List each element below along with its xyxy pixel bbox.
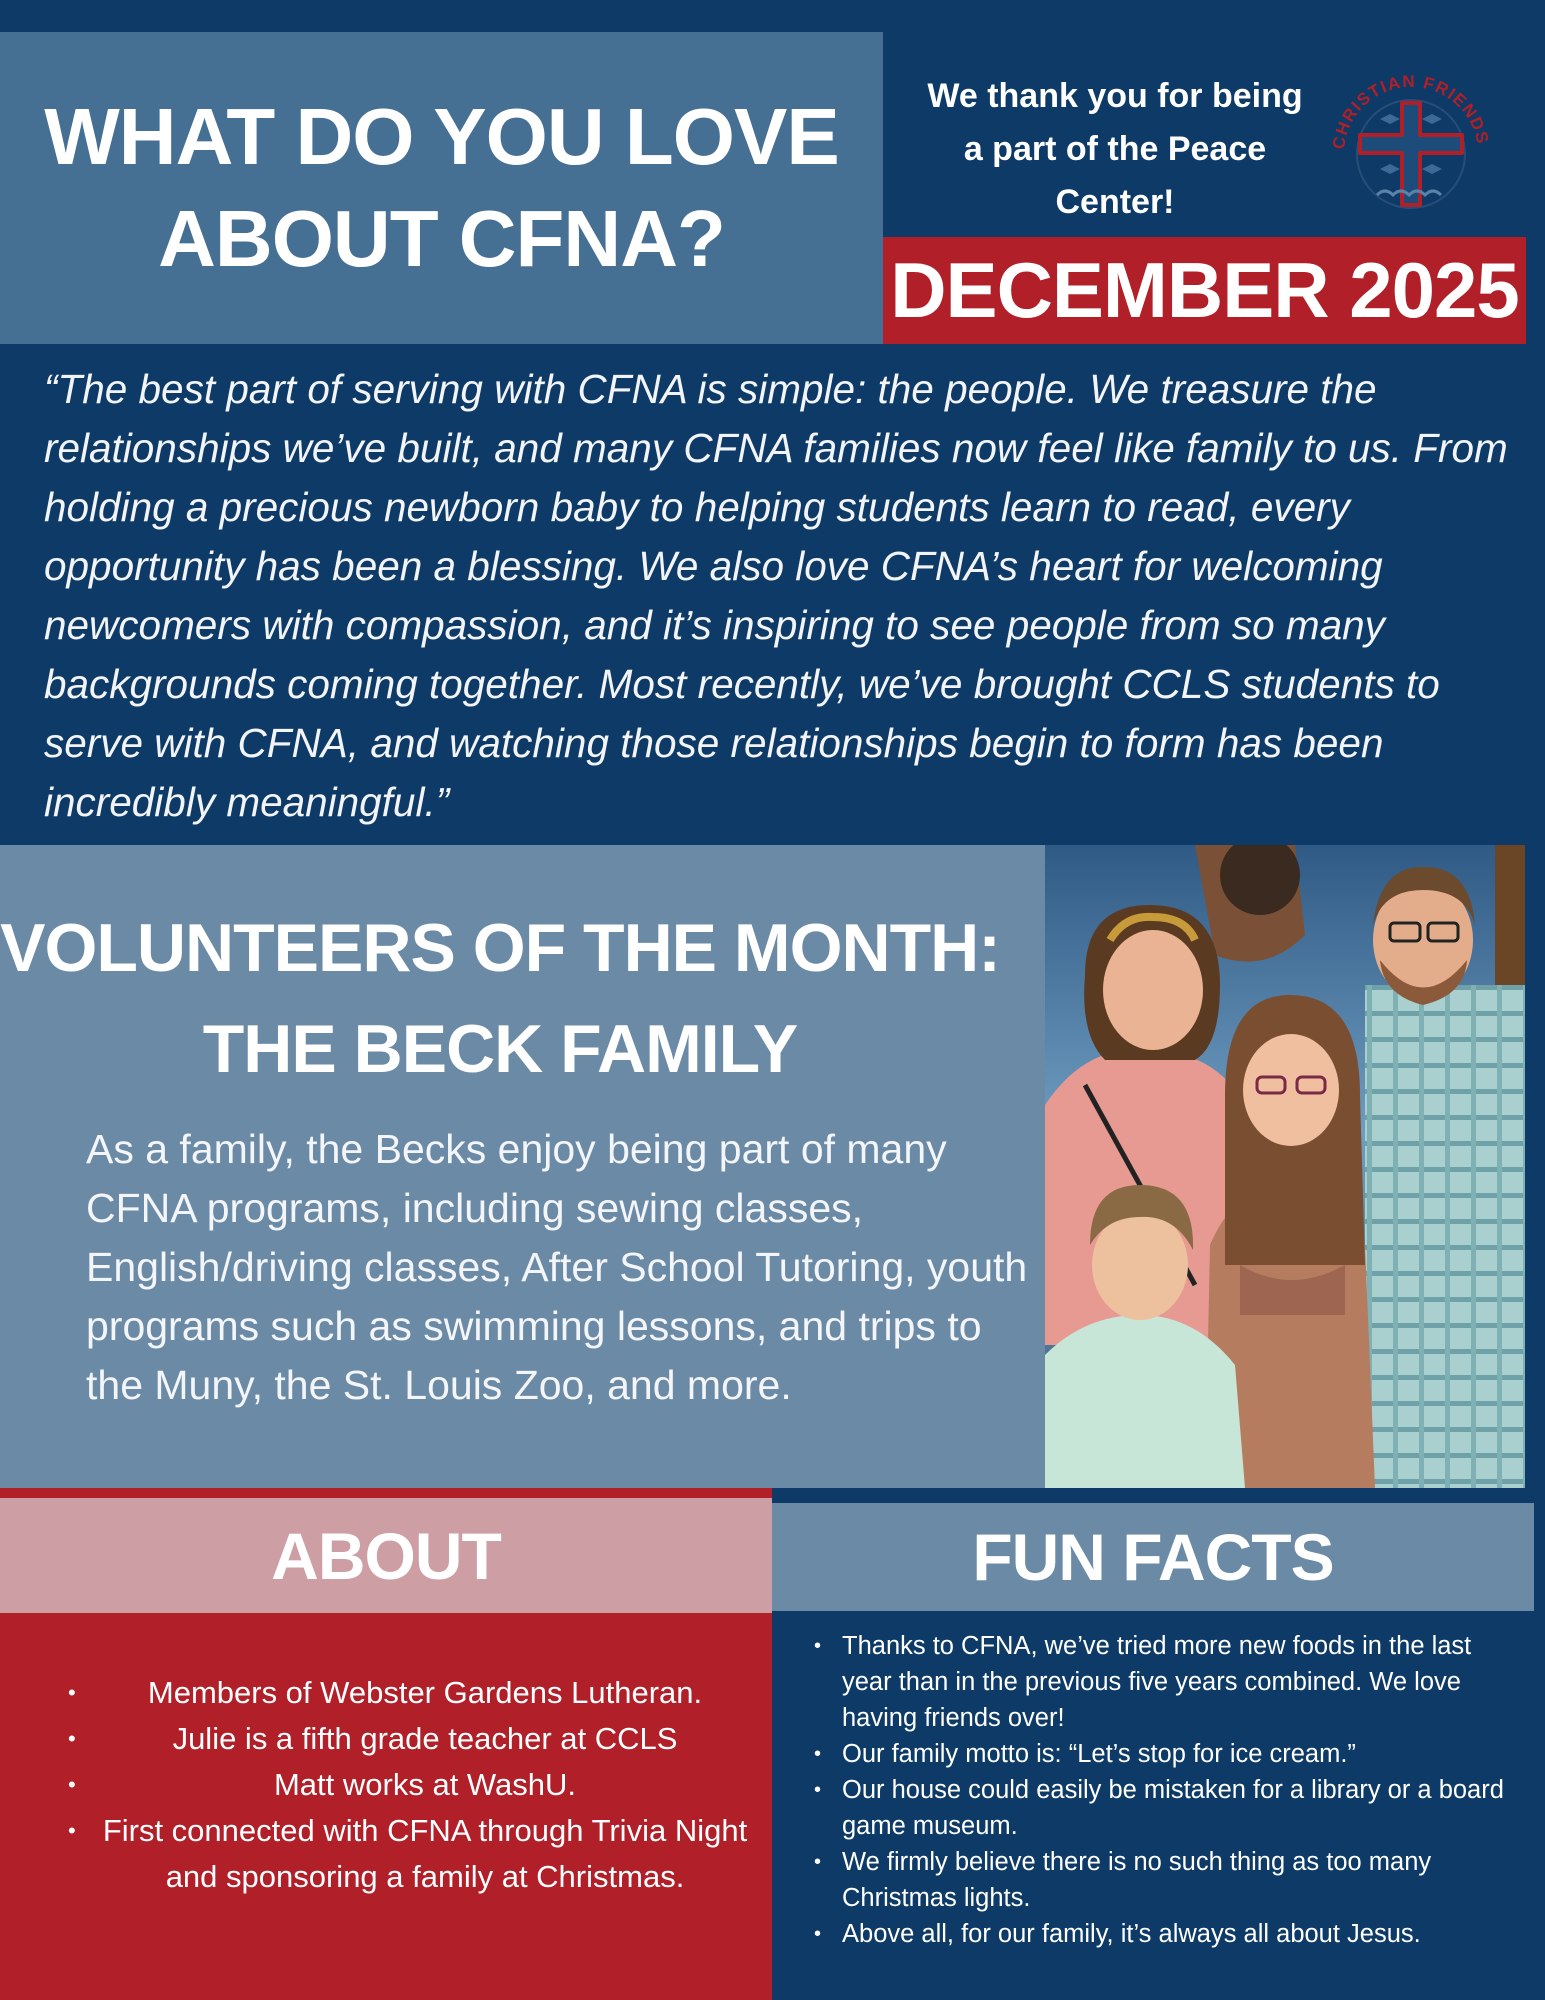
list-item: • We firmly believe there is no such thing as too many Christmas lights.	[812, 1844, 1512, 1916]
about-heading: ABOUT	[271, 1518, 501, 1593]
list-item: • Above all, for our family, it’s always all about Jesus.	[812, 1916, 1512, 1952]
fun-facts-heading: FUN FACTS	[972, 1520, 1334, 1594]
testimonial-quote: “The best part of serving with CFNA is simple: the people. We treasure the relationships we’ve built, and many CFNA families now feel like family to us. From holding a precious newborn baby to helping students learn to read, every opportunity has been a blessing. We also love CFNA’s heart for welcoming newcomers with compassion, and it’s inspiring to see people from so many backgrounds coming together. Most recently, we’ve brought CCLS students to serve with CFNA, and watching those relationships begin to form has been incredibly meaningful.”	[44, 366, 1508, 825]
page-title: WHAT DO YOU LOVE ABOUT CFNA?	[44, 92, 839, 283]
about-accent-strip	[0, 1488, 772, 1498]
list-item: • Our house could easily be mistaken for a library or a board game museum.	[812, 1772, 1512, 1844]
volunteers-description: As a family, the Becks enjoy being part of many CFNA programs, including sewing classes, English/driving classes, After School Tutoring, youth programs such as swimming lessons, and trips to the Muny, the St. Louis Zoo, and more.	[86, 1126, 1028, 1408]
volunteers-title: VOLUNTEERS OF THE MONTH: THE BECK FAMILY	[0, 910, 1000, 1087]
fun-facts-list	[812, 1628, 1512, 1952]
list-item: • Matt works at WashU.	[60, 1762, 750, 1808]
title-panel	[0, 32, 883, 344]
date-banner	[883, 237, 1526, 344]
list-item: • Our family motto is: “Let’s stop for ice cream.”	[812, 1736, 1512, 1772]
logo-text: CHRISTIAN FRIENDS	[1328, 71, 1493, 151]
list-item: • Members of Webster Gardens Lutheran.	[60, 1670, 750, 1716]
issue-date: DECEMBER 2025	[890, 246, 1519, 334]
about-header	[0, 1498, 772, 1613]
fun-facts-header	[772, 1503, 1534, 1611]
list-item: • Thanks to CFNA, we’ve tried more new foods in the last year than in the previous five years combined. We love having friends over!	[812, 1628, 1512, 1736]
family-photo	[1045, 845, 1525, 1488]
thanks-message: We thank you for being a part of the Peace Center!	[927, 77, 1303, 221]
list-item: • First connected with CFNA through Trivia Night and sponsoring a family at Christmas.	[60, 1808, 750, 1900]
cfna-logo	[1322, 65, 1500, 243]
about-list	[60, 1670, 750, 1900]
list-item: • Julie is a fifth grade teacher at CCLS	[60, 1716, 750, 1762]
